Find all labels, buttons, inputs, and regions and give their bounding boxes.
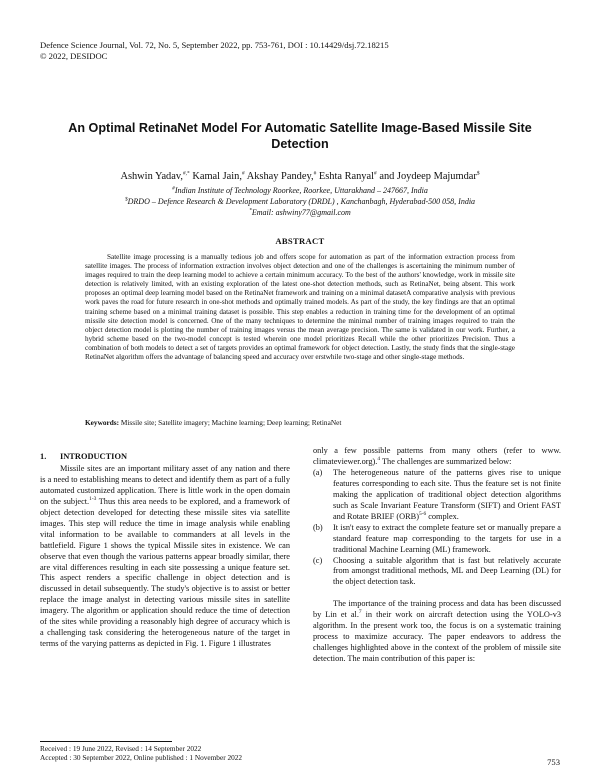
text-run: Missile sites are an important military asset of any nation and there is a need to establishing means to detect and identify them as part of a fully automated customized application. There is little work in the open domain on the subject. [40, 463, 290, 506]
author-name: and Joydeep Majumdar [379, 171, 477, 182]
text-run: The heterogeneous nature of the patterns gives rise to unique features corresponding to each site. Thus the feature set is not finite making the application of traditional object detection algorithms such as Scale Invariant Feature Transform (SIFT) and Orient FAST and Rotate BRIEF (ORB) [333, 467, 561, 521]
challenge-item [313, 556, 561, 589]
copyright-line: © 2022, DESIDOC [40, 51, 108, 61]
received-date: Received : 19 June 2022, Revised : 14 September 2022 [40, 744, 202, 753]
author-affil-mark: #,* [182, 170, 190, 177]
right-column [313, 446, 561, 665]
keywords-text: Missile site; Satellite imagery; Machine learning; Deep learning; RetinaNet [120, 418, 342, 427]
affil-mark: # [172, 185, 175, 192]
publication-dates [40, 744, 242, 763]
journal-citation: Defence Science Journal, Vol. 72, No. 5, September 2022, pp. 753-761, DOI : 10.14429/dsj.72.18215 [40, 40, 389, 50]
email-text: Email: ashwiny77@gmail.com [251, 208, 351, 217]
abstract-body: Satellite image processing is a manually tedious job and offers scope for automation as part of the information extraction process from satellite images. The process of information extraction involves object detection and one of the challenges is ascertaining the minimum number of images required to train the deep learning model to achieve a certain minimum accuracy. To the best of the authors' knowledge, work in missile site detection is relatively limited, with an existing exploration of the latest one-shot detection methods, such as RetinaNet, being absent. This work proposes an optimal deep learning model based on the RetinaNet framework and training on a minimal datasetA comparative analysis with previous work paves the road for future research in one-shot methods and optimally trained models. As part of the study, the key findings are that an optimal training scheme based on a minimal training dataset is possible. This step enables a reduction in training time for the development of an optimal missile site detection model is concerned. One of the many techniques to determine the minimal number of training images required to train the object detection model is plotting the number of training images versus the mean average precision. The same is validated in our work. Further, a hybrid scheme based on the two-model concept is tested wherein one model prioritizes Recall while the other prioritizes Precision. Thus a combination of both models to detect a set of targets provides an optimal framework for object detection. Lastly, the study finds that the single-stage RetinaNet algorithm offers the advantage of balancing speed and accuracy over erstwhile two-stage and other single-stage methods. [85, 253, 515, 362]
keywords [85, 418, 525, 427]
section-number: 1. [40, 452, 47, 461]
text-run: in their work on aircraft detection using the YOLO-v3 algorithm. In the present work too, the focus is on a systematic training process to maximize accuracy. The paper endeavors to address the challenges highlighted above in the context of the problem of missile site detection. The main contribution of this paper is: [313, 610, 561, 664]
affil-mark: $ [124, 196, 128, 203]
list-label: (a) [313, 467, 323, 477]
author-name: Akshay Pandey, [246, 171, 314, 182]
text-run: Choosing a suitable algorithm that is fast but relatively accurate from amongst traditional methods, ML and Deep Learning (DL) for the object detection task. [333, 555, 561, 587]
list-text [333, 556, 561, 589]
intro-paragraph-1 [40, 464, 290, 650]
text-run: The challenges are summarized below: [380, 456, 512, 466]
affil-text: Indian Institute of Technology Roorkee, Roorkee, Uttarakhand – 247667, India [174, 186, 428, 195]
section-heading-introduction [40, 452, 290, 463]
affil-text: DRDO – Defence Research & Development Laboratory (DRDL) , Kanchanbagh, Hyderabad-500 058, India [127, 197, 476, 206]
keywords-label: Keywords: [85, 418, 120, 427]
author-name: Kamal Jain, [192, 171, 242, 182]
challenge-item [313, 523, 561, 556]
citation-ref: 1-3 [89, 496, 97, 503]
text-run: The importance of the training process and data has been discussed by Lin et al. [313, 599, 561, 620]
author-affil-mark: # [241, 170, 245, 177]
intro-paragraph-1-cont [313, 446, 561, 468]
citation-ref: 7 [358, 609, 362, 616]
corresponding-email [40, 208, 560, 218]
author-affil-mark: # [313, 170, 317, 177]
text-run: only a few possible patterns from many others (refer to www. climateviewer.org). [313, 446, 561, 466]
text-run: It isn't easy to extract the complete feature set or manually prepare a standard feature map corresponding to the targets for use in a traditional Machine Learning (ML) framework. [333, 522, 561, 554]
affil-mark: * [249, 207, 252, 214]
section-title: INTRODUCTION [60, 452, 128, 461]
text-run: complex. [426, 511, 459, 521]
list-text [333, 468, 561, 523]
list-text [333, 523, 561, 556]
list-label: (b) [313, 522, 323, 532]
author-affil-mark: # [374, 170, 377, 177]
footnote-rule [40, 741, 172, 742]
affiliation-2 [40, 197, 560, 207]
citation-ref: 4 [377, 456, 381, 463]
author-affil-mark: $ [476, 170, 480, 177]
page-number: 753 [547, 757, 560, 767]
list-label: (c) [313, 555, 323, 565]
text-run: Thus this area needs to be explored, and a framework of object detection developed for detecting these missile sites via satellite images. This step will reduce the time in image analysis while enabling vital information to be available to commanders at all levels in the battlefield. Figure 1 shows the typical Missile sites in existence. We can observe that even though the various patterns appear broadly similar, there are vital differences resulting in each site possessing a unique feature set. This aspect renders a specific challenge in object detection and is discussed in detail subsequently. The study's objective is to assist or better replace the image analyst in detecting various missile sites in satellite imagery. The algorithm or application should reduce the time of detection of the sites while providing a reasonably high degree of accuracy which is a challenging task considering the heterogeneous nature of the target in terms of the varying patterns as depicted in Fig. 1. Figure 1 illustrates [40, 496, 290, 649]
paper-title: An Optimal RetinaNet Model For Automatic Satellite Image-Based Missile Site Detection [68, 121, 532, 151]
citation-ref: 5-6 [418, 510, 427, 517]
left-column [40, 452, 290, 650]
challenge-item [313, 468, 561, 523]
affiliation-1 [40, 186, 560, 196]
accepted-date: Accepted : 30 September 2022, Online published : 1 November 2022 [40, 753, 243, 763]
author-list [40, 170, 560, 183]
abstract-heading: ABSTRACT [275, 236, 325, 246]
author-name: Ashwin Yadav, [120, 171, 183, 182]
author-name: Eshta Ranyal [318, 171, 375, 182]
intro-paragraph-2 [313, 599, 561, 665]
